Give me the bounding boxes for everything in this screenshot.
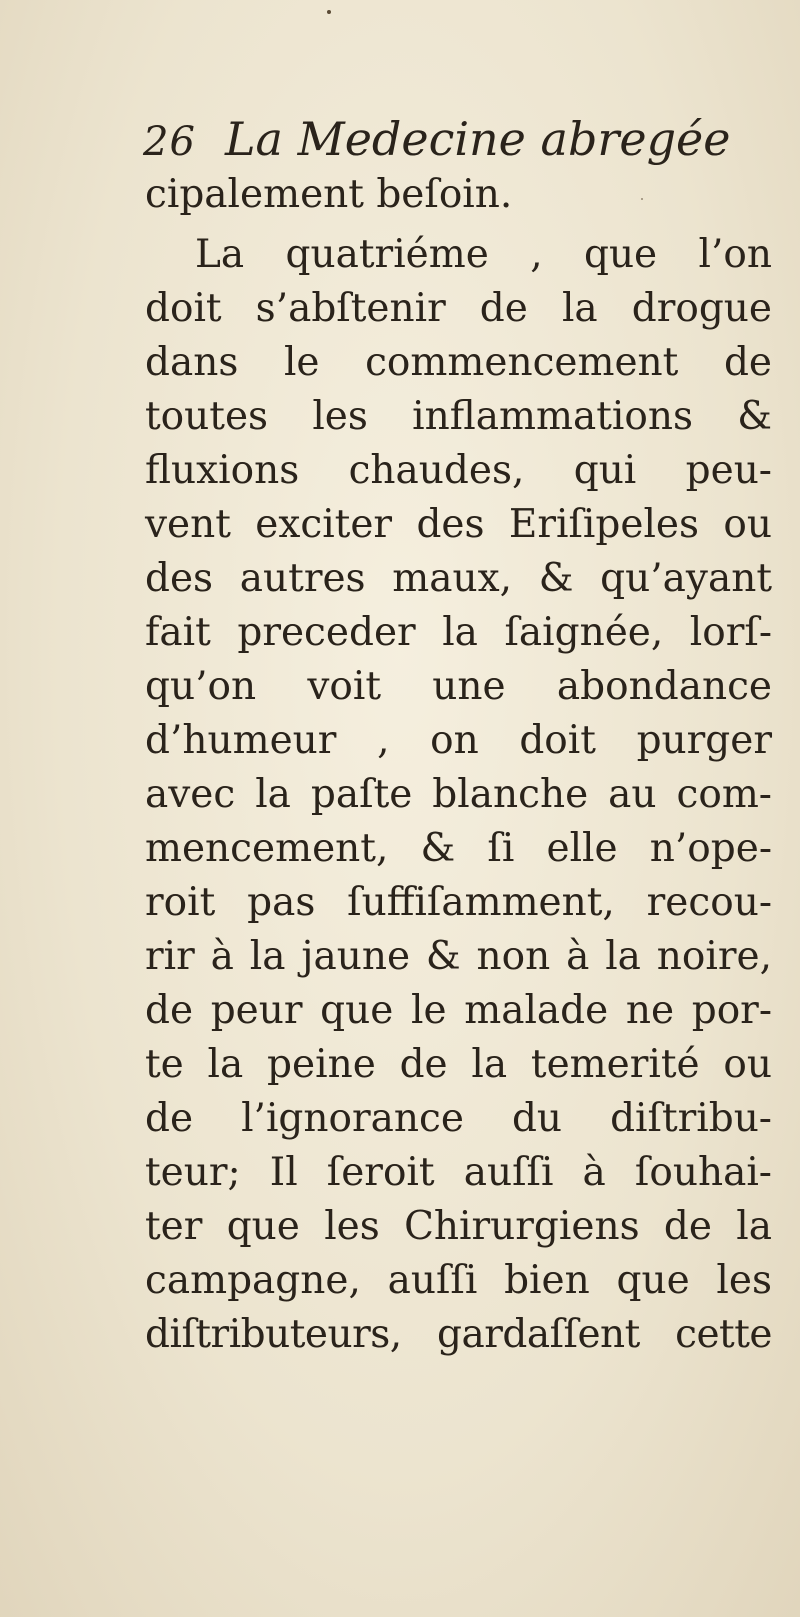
text-line: campagne, auſſi bien que les: [145, 1258, 772, 1303]
text-line: rir à la jaune & non à la noire,: [145, 934, 772, 979]
text-line: diſtributeurs, gardaſſent cette: [145, 1312, 772, 1357]
text-line: La quatriéme , que l’on: [195, 232, 772, 277]
text-line: ter que les Chirurgiens de la: [145, 1204, 772, 1249]
text-line: fluxions chaudes, qui peu-: [145, 448, 772, 493]
text-line: roit pas ſuffiſamment, recou-: [145, 880, 772, 925]
text-line: d’humeur , on doit purger: [145, 718, 772, 763]
text-line: des autres maux, & qu’ayant: [145, 556, 772, 601]
text-line: doit s’abſtenir de la drogue: [145, 286, 772, 331]
page-number: 26: [143, 119, 196, 165]
text-line: teur; Il ſeroit auſſi à ſouhai-: [145, 1150, 772, 1195]
text-line: mencement, & ſi elle n’ope-: [145, 826, 772, 871]
running-title: La Medecine abregée: [225, 112, 731, 166]
running-header: [143, 112, 731, 172]
text-line: cipalement beſoin.: [145, 172, 513, 217]
text-line: de l’ignorance du diſtribu-: [145, 1096, 772, 1141]
text-line: dans le commencement de: [145, 340, 772, 385]
text-line: avec la paſte blanche au com-: [145, 772, 772, 817]
text-line: de peur que le malade ne por-: [145, 988, 772, 1033]
paper-speck: [327, 10, 331, 14]
text-line: qu’on voit une abondance: [145, 664, 772, 709]
text-line: vent exciter des Eriſipeles ou: [145, 502, 772, 547]
text-line: te la peine de la temerité ou: [145, 1042, 772, 1087]
text-line: fait preceder la ſaignée, lorſ-: [145, 610, 772, 655]
text-line: toutes les inflammations &: [145, 394, 772, 439]
